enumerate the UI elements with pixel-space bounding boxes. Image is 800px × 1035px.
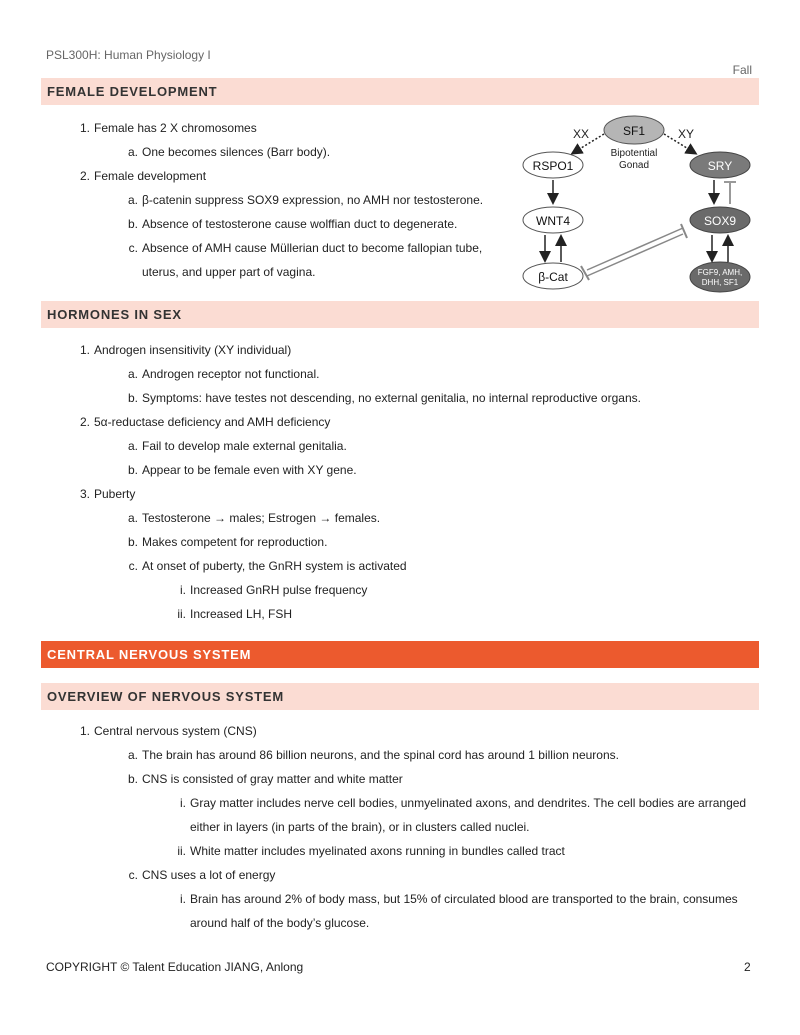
- sox9-label: SOX9: [703, 214, 737, 228]
- list-text: Increased LH, FSH: [190, 607, 293, 621]
- list-marker: b.: [127, 772, 138, 786]
- bcat-label: β-Cat: [538, 270, 568, 284]
- list-marker: b.: [127, 535, 138, 549]
- list-text: Appear to be female even with XY gene.: [142, 463, 357, 477]
- xx-label: XX: [573, 127, 590, 141]
- list-text: around half of the body’s glucose.: [190, 916, 370, 930]
- list-text: uterus, and upper part of vagina.: [142, 265, 316, 279]
- sry-label: SRY: [707, 159, 733, 173]
- sf1-label: SF1: [622, 124, 646, 138]
- list-text: One becomes silences (Barr body).: [142, 145, 331, 159]
- list-marker: 1.: [79, 343, 90, 357]
- list-marker: 1.: [79, 121, 90, 135]
- list-marker: i.: [180, 892, 186, 906]
- section-title: CENTRAL NERVOUS SYSTEM: [47, 647, 252, 662]
- section-overview-nervous-system: [41, 683, 759, 710]
- list-marker: a.: [127, 439, 138, 453]
- list-marker: b.: [127, 217, 138, 231]
- copyright-footer: COPYRIGHT © Talent Education JIANG, Anlong: [46, 960, 304, 974]
- list-text: β-catenin suppress SOX9 expression, no AMH nor testosterone.: [142, 193, 484, 207]
- sex-determination-diagram: [515, 110, 765, 300]
- list-marker: 2.: [79, 169, 90, 183]
- list-marker: a.: [127, 511, 138, 525]
- list-marker: a.: [127, 193, 138, 207]
- list-text: White matter includes myelinated axons running in bundles called tract: [190, 844, 565, 858]
- list-marker: b.: [127, 463, 138, 477]
- list-marker: i.: [180, 796, 186, 810]
- fgf9-node: [690, 262, 750, 292]
- page-number: 2: [744, 960, 751, 974]
- list-text: The brain has around 86 billion neurons, and the spinal cord has around 1 billion neurons.: [142, 748, 619, 762]
- list-text: Absence of AMH cause Müllerian duct to become fallopian tube,: [142, 241, 483, 255]
- section-title: HORMONES IN SEX: [47, 307, 182, 322]
- rspo1-label: RSPO1: [532, 159, 574, 173]
- list-text: Central nervous system (CNS): [94, 724, 257, 738]
- list-text: Makes competent for reproduction.: [142, 535, 328, 549]
- fgf9-label-2: DHH, SF1: [701, 278, 739, 287]
- section-hormones-in-sex: [41, 301, 759, 328]
- bcat-inhibit-sox9: [587, 228, 683, 270]
- list-text: CNS uses a lot of energy: [142, 868, 276, 882]
- list-text: Brain has around 2% of body mass, but 15% of circulated blood are transported to the brain, consumes: [190, 892, 738, 906]
- section-title: FEMALE DEVELOPMENT: [47, 84, 218, 99]
- list-marker: c.: [128, 868, 138, 882]
- section-title: OVERVIEW OF NERVOUS SYSTEM: [47, 689, 285, 704]
- list-marker: b.: [127, 391, 138, 405]
- list-text: either in layers (in parts of the brain), or in clusters called nuclei.: [190, 820, 530, 834]
- list-text: Puberty: [94, 487, 136, 501]
- bipotential-label: Bipotential: [610, 148, 658, 159]
- list-text: Androgen insensitivity (XY individual): [94, 343, 292, 357]
- fgf9-label-1: FGF9, AMH,: [697, 268, 743, 277]
- list-marker: 1.: [79, 724, 90, 738]
- list-marker: 2.: [79, 415, 90, 429]
- section-central-nervous-system: [41, 641, 759, 668]
- list-marker: a.: [127, 145, 138, 159]
- list-text: Symptoms: have testes not descending, no external genitalia, no internal reproductive organs.: [142, 391, 641, 405]
- list-text: Female has 2 X chromosomes: [94, 121, 257, 135]
- list-text: Androgen receptor not functional.: [142, 367, 320, 381]
- list-text: CNS is consisted of gray matter and white matter: [142, 772, 403, 786]
- list-text: Fail to develop male external genitalia.: [142, 439, 347, 453]
- list-text: Gray matter includes nerve cell bodies, unmyelinated axons, and dendrites. The cell bodies are arranged: [190, 796, 747, 810]
- list-text: 5α-reductase deficiency and AMH deficiency: [94, 415, 331, 429]
- list-text: Absence of testosterone cause wolffian duct to degenerate.: [142, 217, 458, 231]
- list-text: At onset of puberty, the GnRH system is activated: [142, 559, 407, 573]
- list-marker: a.: [127, 367, 138, 381]
- list-marker: i.: [180, 583, 186, 597]
- xy-label: XY: [678, 127, 695, 141]
- course-title: PSL300H: Human Physiology I: [46, 48, 211, 62]
- list-text: Female development: [94, 169, 207, 183]
- section-female-development: [41, 78, 759, 105]
- list-marker: c.: [128, 241, 138, 255]
- gonad-label: Gonad: [618, 160, 650, 171]
- list-marker: 3.: [79, 487, 90, 501]
- list-marker: ii.: [177, 607, 186, 621]
- wnt4-label: WNT4: [536, 214, 570, 228]
- list-marker: ii.: [177, 844, 186, 858]
- list-text: Increased GnRH pulse frequency: [190, 583, 368, 597]
- list-marker: a.: [127, 748, 138, 762]
- term-label: Fall: [732, 63, 752, 77]
- list-text: Testosterone → males; Estrogen → females.: [142, 511, 381, 525]
- list-marker: c.: [128, 559, 138, 573]
